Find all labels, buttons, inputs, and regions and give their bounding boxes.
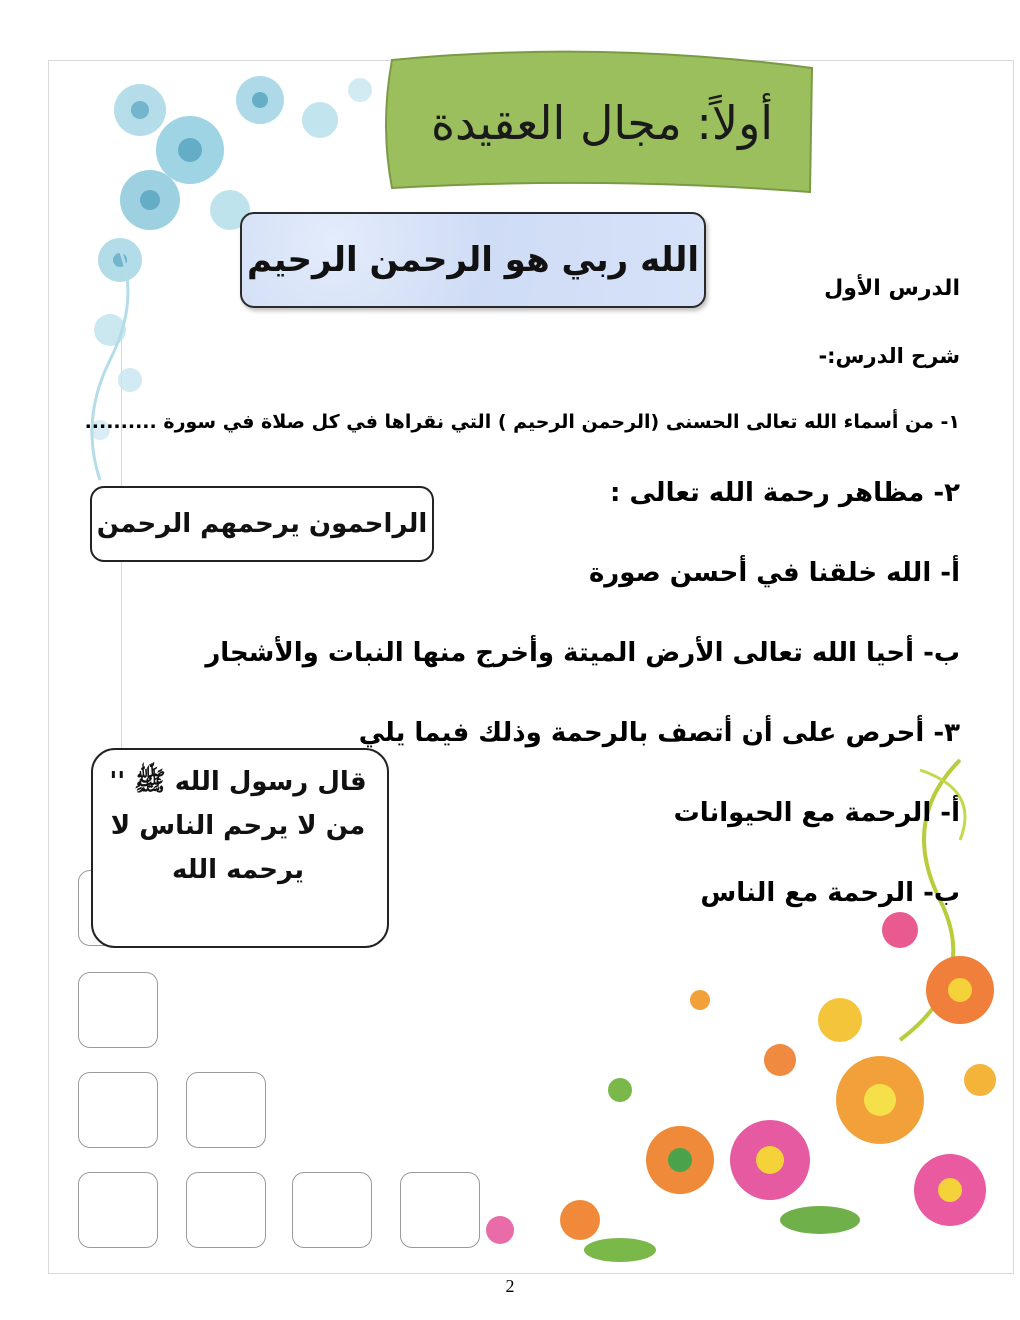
- item-3a: أ- الرحمة مع الحيوانات: [673, 798, 960, 828]
- lesson-explanation-label: شرح الدرس:-: [818, 344, 960, 368]
- hadith-text: [100, 760, 376, 892]
- empty-square: [186, 1072, 266, 1148]
- empty-square: [78, 1172, 158, 1248]
- lesson-title: الله ربي هو الرحمن الرحيم: [247, 240, 699, 280]
- item-3b: ب- الرحمة مع الناس: [700, 878, 960, 908]
- merciful-text: الراحمون يرحمهم الرحمن: [96, 509, 428, 539]
- empty-square: [78, 972, 158, 1048]
- colorful-flower-corner: [486, 760, 996, 1262]
- empty-square: [78, 1072, 158, 1148]
- section-title: أولاً: مجال العقيدة: [430, 96, 774, 150]
- lesson-title-box: [240, 212, 706, 308]
- hadith-line-2: من لا يرحم الناس لا: [110, 811, 366, 841]
- hadith-line-3: يرحمه الله: [172, 855, 304, 885]
- hadith-line-1: قال رسول الله ﷺ '': [109, 767, 367, 797]
- item-3: ٣- أحرص على أن أتصف بالرحمة وذلك فيما يلي: [358, 718, 960, 748]
- item-2b: ب- أحيا الله تعالى الأرض الميتة وأخرج منها النبات والأشجار: [205, 638, 960, 668]
- lesson-number: الدرس الأول: [824, 276, 960, 301]
- empty-square: [186, 1172, 266, 1248]
- item-2a: أ- الله خلقنا في أحسن صورة: [588, 558, 960, 588]
- empty-square: [292, 1172, 372, 1248]
- item-2: ٢- مظاهر رحمة الله تعالى :: [610, 478, 960, 508]
- merciful-box: [90, 486, 434, 562]
- empty-square: [400, 1172, 480, 1248]
- item-1: ١- من أسماء الله تعالى الحسنى (الرحمن الرحيم ) التي نقراها في كل صلاة في سورة ..........: [84, 411, 960, 433]
- page-number: 2: [505, 1276, 515, 1296]
